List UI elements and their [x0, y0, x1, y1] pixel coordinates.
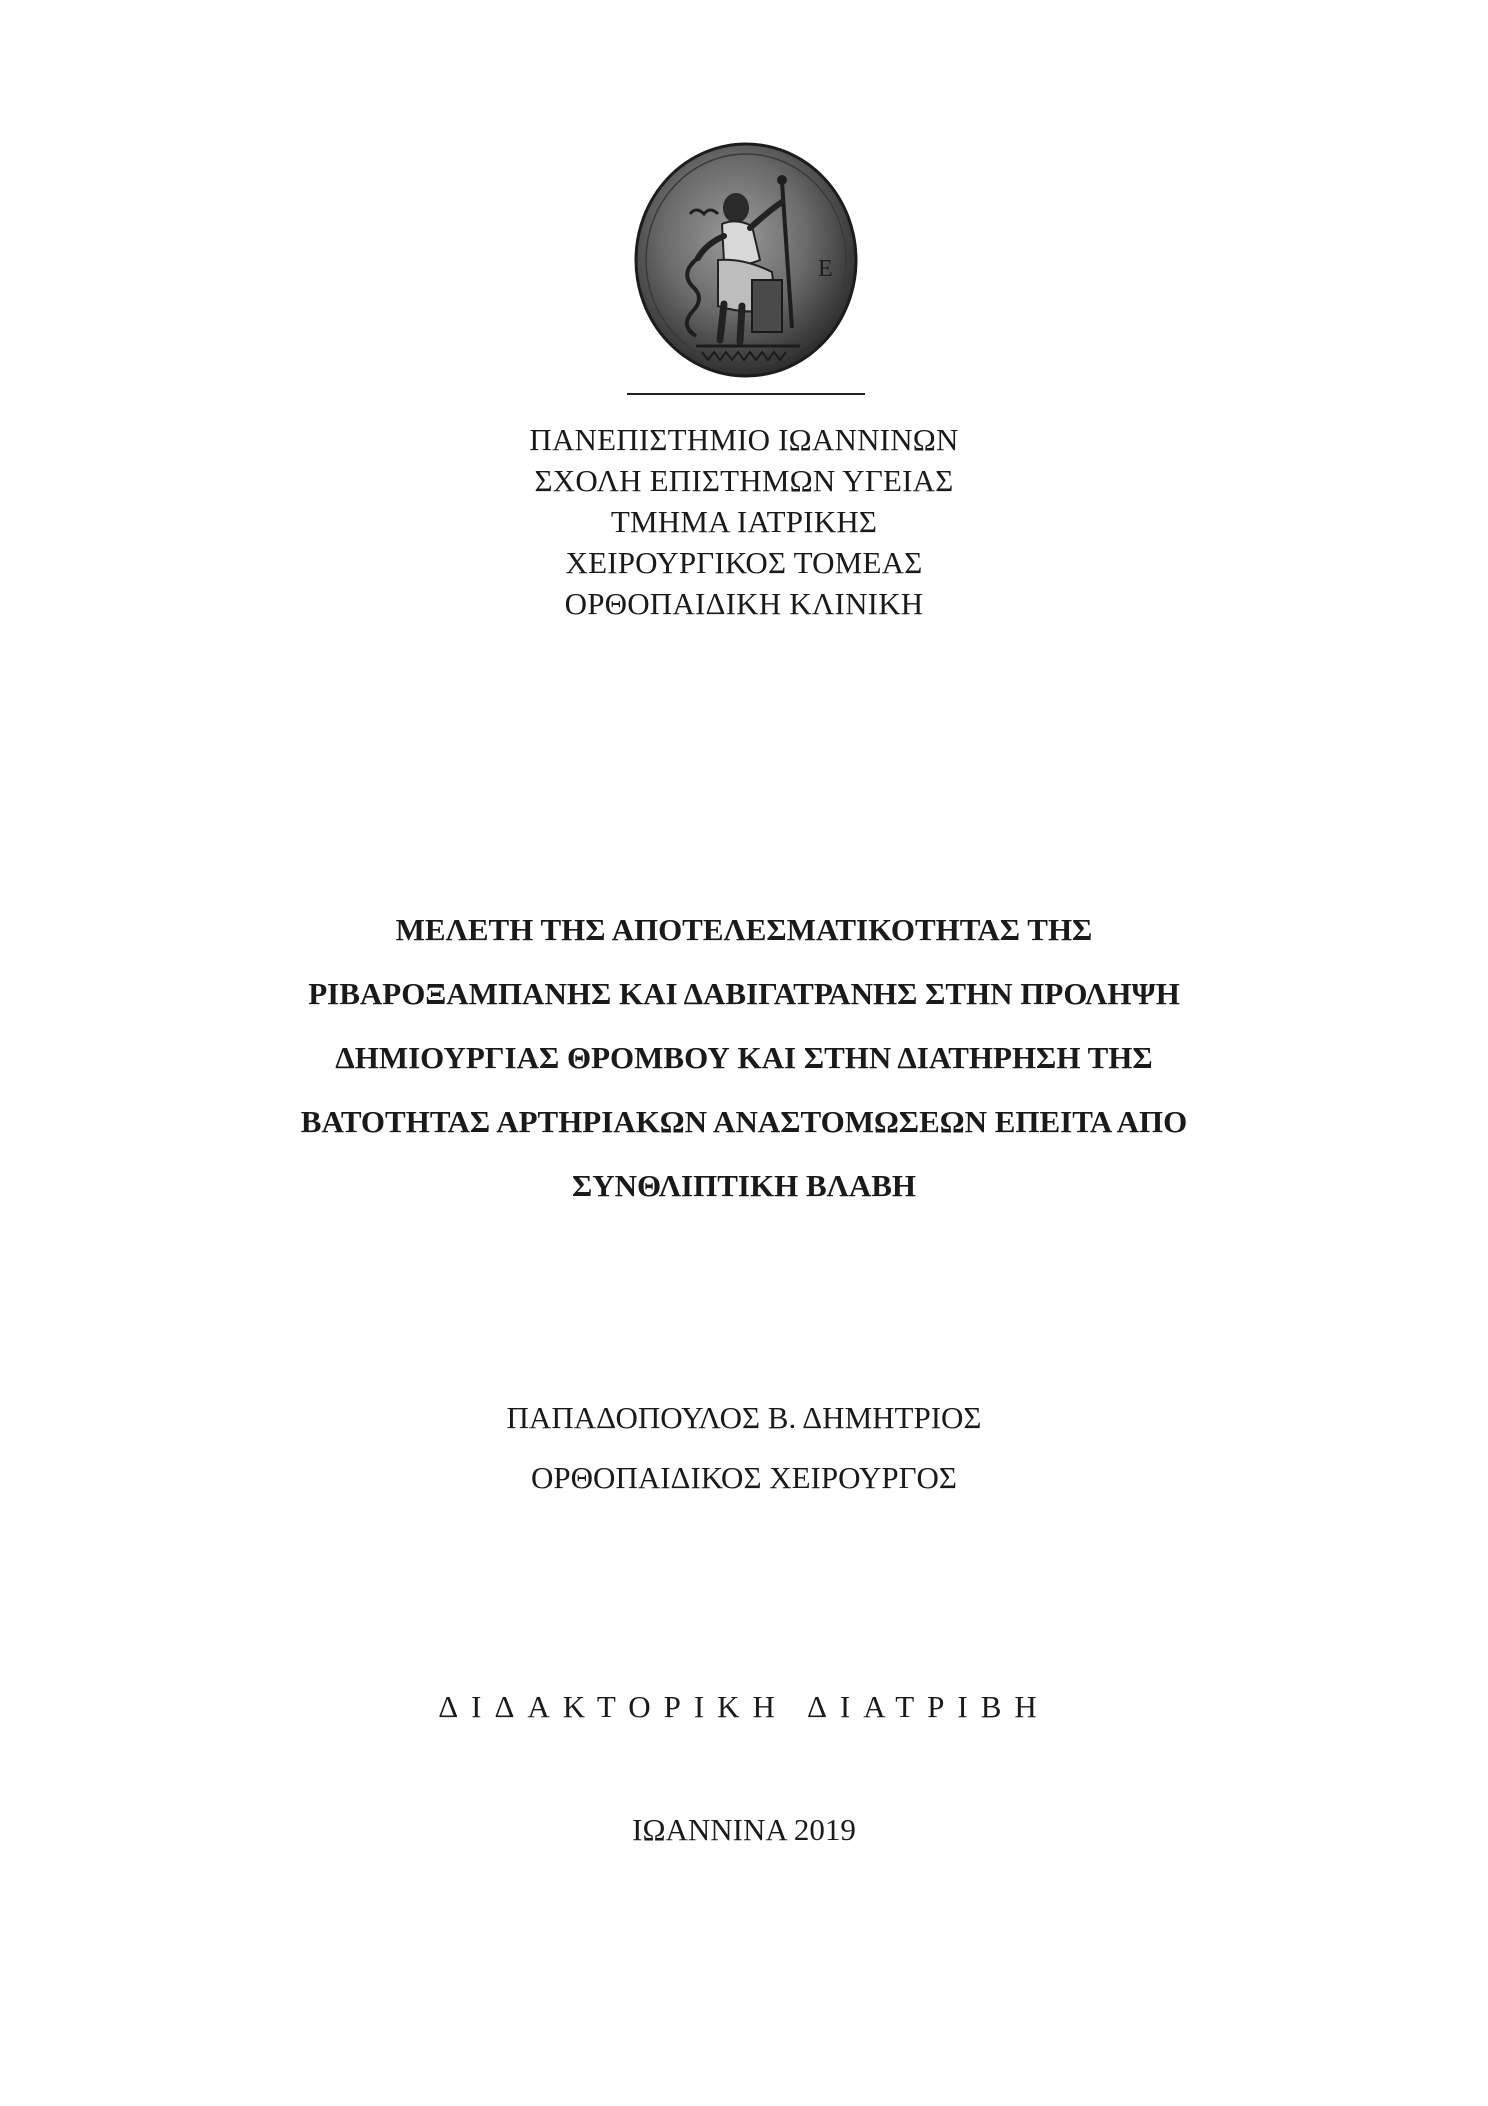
title-line-1: ΜΕΛΕΤΗ ΤΗΣ ΑΠΟΤΕΛΕΣΜΑΤΙΚΟΤΗΤΑΣ ΤΗΣ — [395, 912, 1093, 947]
author-role: ΟΡΘΟΠΑΙΔΙΚΟΣ ΧΕΙΡΟΥΡΓΟΣ — [531, 1460, 957, 1495]
university-name: ΠΑΝΕΠΙΣΤΗΜΙΟ ΙΩΑΝΝΙΝΩΝ — [529, 422, 959, 457]
clinic-name: ΟΡΘΟΠΑΙΔΙΚΗ ΚΛΙΝΙΚΗ — [564, 586, 924, 621]
title-line-3: ΔΗΜΙΟΥΡΓΙΑΣ ΘΡΟΜΒΟΥ ΚΑΙ ΣΤΗΝ ΔΙΑΤΗΡΗΣΗ ΤΗΣ — [335, 1040, 1153, 1075]
seal-divider — [627, 393, 865, 395]
title-line-2: ΡΙΒΑΡΟΞΑΜΠΑΝΗΣ ΚΑΙ ΔΑΒΙΓΑΤΡΑΝΗΣ ΣΤΗΝ ΠΡΟΛΗΨΗ — [308, 976, 1180, 1011]
sector-name: ΧΕΙΡΟΥΡΓΙΚΟΣ ΤΟΜΕΑΣ — [565, 545, 923, 580]
author-name: ΠΑΠΑΔΟΠΟΥΛΟΣ Β. ΔΗΜΗΤΡΙΟΣ — [506, 1400, 982, 1435]
thesis-type: ΔΙΔΑΚΤΟΡΙΚΗ ΔΙΑΤΡΙΒΗ — [438, 1689, 1050, 1724]
title-line-4: ΒΑΤΟΤΗΤΑΣ ΑΡΤΗΡΙΑΚΩΝ ΑΝΑΣΤΟΜΩΣΕΩΝ ΕΠΕΙΤΑ ΑΠΟ — [300, 1104, 1188, 1139]
author-block — [0, 1388, 1488, 1508]
institution-header — [0, 419, 1488, 624]
seal-letter: Ε — [818, 256, 833, 282]
place-date: ΙΩΑΝΝΙΝΑ 2019 — [632, 1812, 856, 1847]
department-name: ΤΜΗΜΑ ΙΑΤΡΙΚΗΣ — [610, 504, 878, 539]
school-name: ΣΧΟΛΗ ΕΠΙΣΤΗΜΩΝ ΥΓΕΙΑΣ — [534, 463, 954, 498]
university-seal-icon — [632, 140, 860, 380]
thesis-title — [0, 898, 1488, 1218]
title-line-5: ΣΥΝΘΛΙΠΤΙΚΗ ΒΛΑΒΗ — [571, 1168, 917, 1203]
